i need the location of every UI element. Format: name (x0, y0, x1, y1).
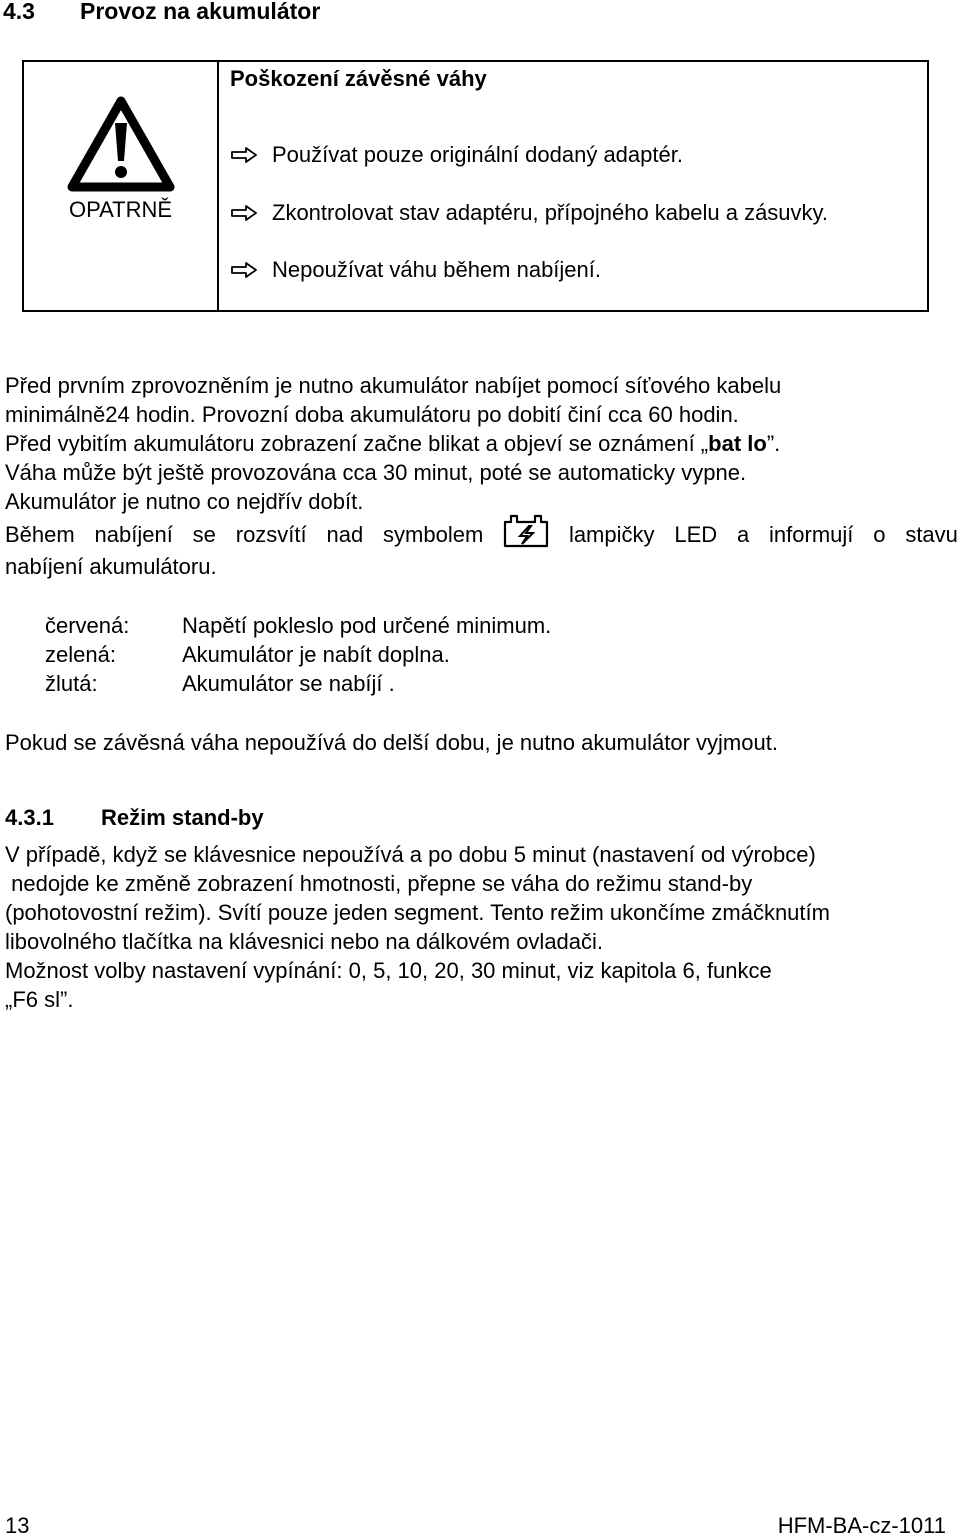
subsection-heading (5, 805, 264, 831)
word: se (192, 522, 216, 547)
body-text: ”. (766, 431, 781, 456)
led-desc-yellow: Akumulátor se nabíjí . (182, 671, 395, 696)
arrow-right-icon (230, 146, 258, 164)
led-desc-red: Napětí pokleslo pod určené minimum. (182, 613, 552, 638)
warning-triangle-icon (66, 95, 176, 193)
word: stavu (905, 522, 958, 547)
warning-title: Poškození závěsné váhy (230, 66, 487, 91)
word: LED (674, 522, 718, 547)
subsection-number: 4.3.1 (5, 805, 54, 830)
subsection-line: V případě, když se klávesnice nepoužívá a po dobu 5 minut (nastavení od výrobce) (5, 842, 816, 867)
body-line: Akumulátor je nutno co nejdřív dobít. (5, 489, 364, 514)
section-number: 4.3 (3, 0, 35, 24)
word: lampičky (568, 522, 655, 547)
charging-line (5, 514, 958, 548)
word: Během (5, 522, 75, 547)
arrow-right-icon (230, 261, 258, 279)
word: nabíjení (94, 522, 173, 547)
word: informují (769, 522, 854, 547)
section-heading (3, 0, 320, 25)
word: symbolem (383, 522, 484, 547)
led-color-green: zelená: (45, 642, 116, 667)
subsection-line: nedojde ke změně zobrazení hmotnosti, přepne se váha do režimu stand-by (5, 871, 753, 896)
subsection-line: Možnost volby nastavení vypínání: 0, 5, 10, 20, 30 minut, viz kapitola 6, funkce (5, 958, 772, 983)
subsection-line: (pohotovostní režim). Svítí pouze jeden segment. Tento režim ukončíme zmáčknutím (5, 900, 830, 925)
warning-item-text: Zkontrolovat stav adaptéru, přípojného kabelu a zásuvky. (272, 200, 829, 225)
body-line-bat-lo (5, 431, 780, 457)
led-desc-green: Akumulátor je nabít doplna. (182, 642, 450, 667)
arrow-right-icon (230, 204, 258, 222)
document-id: HFM-BA-cz-1011 (777, 1513, 946, 1538)
body-line: Pokud se závěsná váha nepoužívá do delší dobu, je nutno akumulátor vyjmout. (5, 730, 778, 755)
warning-item (230, 257, 601, 283)
warning-item (230, 142, 683, 168)
warning-item (230, 200, 828, 226)
body-line: nabíjení akumulátoru. (5, 554, 217, 579)
page-number: 13 (5, 1513, 30, 1538)
word: a (736, 522, 750, 547)
subsection-line: libovolného tlačítka na klávesnici nebo na dálkovém ovladači. (5, 929, 604, 954)
word: nad (326, 522, 364, 547)
led-color-yellow: žlutá: (45, 671, 98, 696)
subsection-line: „F6 sl”. (5, 987, 74, 1012)
warning-divider (217, 62, 219, 310)
led-color-red: červená: (45, 613, 130, 638)
word: o (873, 522, 886, 547)
warning-item-text: Používat pouze originální dodaný adaptér. (272, 142, 683, 167)
body-line: Váha může být ještě provozována cca 30 minut, poté se automaticky vypne. (5, 460, 747, 485)
subsection-title: Režim stand-by (101, 805, 264, 830)
body-line: minimálně24 hodin. Provozní doba akumulátoru po dobití činí cca 60 hodin. (5, 402, 739, 427)
bat-lo-message: bat lo (708, 431, 767, 456)
warning-item-text: Nepoužívat váhu během nabíjení. (272, 257, 602, 282)
warning-label: OPATRNĚ (68, 197, 173, 222)
body-text: Před vybitím akumulátoru zobrazení začne blikat a objeví se oznámení „ (5, 431, 709, 456)
word: rozsvítí (235, 522, 307, 547)
body-line: Před prvním zprovozněním je nutno akumulátor nabíjet pomocí síťového kabelu (5, 373, 782, 398)
battery-charging-icon (503, 514, 549, 548)
warning-box (22, 60, 929, 312)
section-title: Provoz na akumulátor (80, 0, 321, 24)
